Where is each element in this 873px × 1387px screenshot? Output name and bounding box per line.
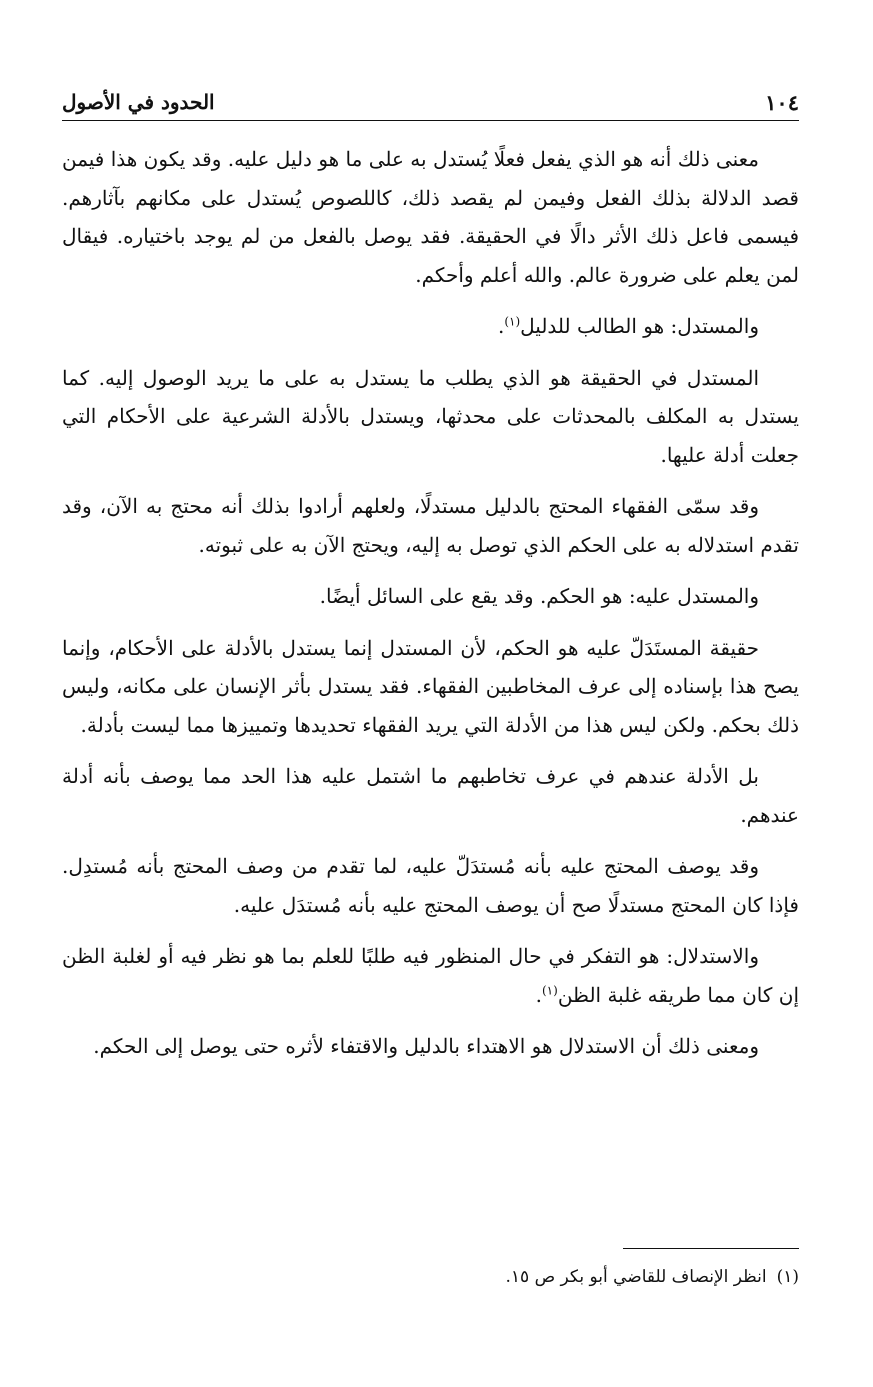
paragraph: وقد يوصف المحتج عليه بأنه مُستدَلّ عليه، لما تقدم من وصف المحتج بأنه مُستدِل. فإذا كان المحتج مستدلًا صح أن يوصف المحتج عليه بأنه مُستدَل عليه.: [62, 854, 799, 917]
paragraph: وقد سمّى الفقهاء المحتج بالدليل مستدلًا، ولعلهم أرادوا بذلك أنه محتج به الآن، وقد تقدم استدلاله به على الحكم الذي توصل به إليه، ويحتج الآن به على ثبوته.: [62, 494, 799, 557]
paragraph: والاستدلال: هو التفكر في حال المنظور فيه طلبًا للعلم بما هو نظر فيه أو لغلبة الظن إن كان مما طريقه غلبة الظن$^{(١)}$.: [62, 944, 799, 1007]
paragraph: بل الأدلة عندهم في عرف تخاطبهم ما اشتمل عليه هذا الحد مما يوصف بأنه أدلة عندهم.: [62, 764, 799, 827]
footnote-divider: [623, 1248, 799, 1249]
paragraph: معنى ذلك أنه هو الذي يفعل فعلًا يُستدل به على ما هو دليل عليه. وقد يكون هذا فيمن قصد الدلالة بذلك الفعل وفيمن لم يقصد ذلك، كاللصوص يُستدل على مكانهم بآثارهم. فيسمى فاعل ذلك الأثر دالًا في الحقيقة. فقد يوصل بالفعل من لم يوجد باختياره. فيقال لمن يعلم على ضرورة عالم. والله أعلم وأحكم.: [61, 147, 799, 287]
paragraph: المستدل في الحقيقة هو الذي يطلب ما يستدل به على ما يريد الوصول إليه. كما يستدل به المكلف بالمحدثات على محدثها، ويستدل بالأدلة الشرعية على الأحكام التي جعلت أدلة عليها.: [62, 365, 800, 467]
footnote-text: انظر الإنصاف للقاضي أبو بكر ص ١٥.: [505, 1267, 767, 1287]
footnote: [62, 1263, 799, 1291]
paragraph: والمستدل: هو الطالب للدليل$^{(١)}$.: [497, 314, 759, 338]
page-number: ١٠٤: [765, 90, 799, 115]
paragraph: ومعنى ذلك أن الاستدلال هو الاهتداء بالدليل والاقتفاء لأثره حتى يوصل إلى الحكم.: [93, 1034, 759, 1058]
body-text: [62, 140, 799, 1079]
paragraph: والمستدل عليه: هو الحكم. وقد يقع على السائل أيضًا.: [319, 584, 759, 608]
footnote-marker: (١): [776, 1267, 799, 1287]
running-title: الحدود في الأصول: [62, 90, 215, 114]
footnote-ref: (١): [541, 982, 558, 997]
paragraph: حقيقة المستَدَلّ عليه هو الحكم، لأن المستدل إنما يستدل بالأدلة على الأحكام، وإنما يصح هذا بإسناده إلى عرف المخاطبين الفقهاء. فقد يستدل بأثر الإنسان على مكانه، وليس ذلك بحكم. ولكن ليس هذا من الأدلة التي يريد الفقهاء تحديدها وتمييزها مما ليست بأدلة.: [62, 635, 800, 737]
page-header: [62, 88, 799, 121]
footnote-ref: (١): [504, 314, 521, 329]
